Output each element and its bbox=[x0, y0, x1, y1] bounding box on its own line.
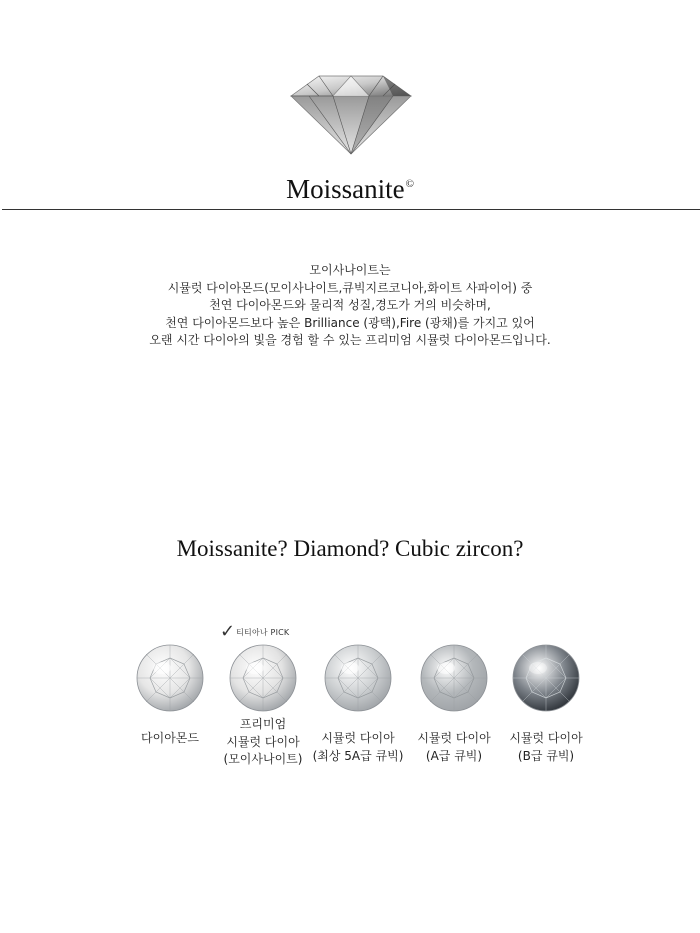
stone-label bbox=[303, 730, 413, 765]
cubic-5a-icon bbox=[324, 644, 392, 712]
comparison-title: Moissanite? Diamond? Cubic zircon? bbox=[176, 536, 524, 561]
stone-label-line: 시뮬럿 다이아 bbox=[226, 734, 300, 749]
stone-label-line: (최상 5A급 큐빅) bbox=[312, 748, 404, 763]
stone-label-line: 시뮬럿 다이아 bbox=[417, 731, 491, 745]
description-line: 천연 다이아몬드보다 높은 Brilliance (광택),Fire (광채)를 가지고 있어 bbox=[165, 315, 535, 330]
description-line: 모이사나이트는 bbox=[309, 263, 391, 277]
stone-label bbox=[491, 730, 601, 765]
stone-label-line: 시뮬럿 다이아 bbox=[509, 731, 583, 745]
description-line: 천연 다이아몬드와 물리적 성질,경도가 거의 비슷하며, bbox=[209, 298, 491, 312]
moissanite-icon bbox=[229, 644, 297, 712]
diamond-side-icon bbox=[289, 72, 413, 156]
cubic-b-icon bbox=[512, 644, 580, 712]
stone-label-line: 다이아몬드 bbox=[141, 731, 199, 745]
checkmark-icon: ✓ bbox=[220, 621, 236, 642]
title-mark: © bbox=[405, 178, 414, 190]
stone-label bbox=[208, 716, 318, 769]
description-line: 오랜 시간 다이아의 빛을 경험 할 수 있는 프리미엄 시뮬럿 다이아몬드입니다. bbox=[149, 333, 551, 347]
stone-label-line: (B급 큐빅) bbox=[517, 748, 575, 763]
page-title bbox=[0, 174, 700, 205]
stone-label-line: 프리미엄 bbox=[239, 717, 287, 731]
pick-badge bbox=[220, 620, 289, 642]
title-divider bbox=[2, 209, 700, 210]
description-line: 시뮬럿 다이아몬드(모이사나이트,큐빅지르코니아,화이트 사파이어) 중 bbox=[167, 280, 533, 295]
title-text: Moissanite bbox=[286, 174, 405, 204]
stone-label-line: 시뮬럿 다이아 bbox=[321, 731, 395, 745]
stone-label-line: (A급 큐빅) bbox=[425, 748, 483, 763]
description bbox=[0, 262, 700, 350]
pick-badge-text: 티티아나 PICK bbox=[236, 628, 290, 637]
cubic-a-icon bbox=[420, 644, 488, 712]
stone-label-line: (모이사나이트) bbox=[223, 752, 303, 766]
white-diamond-icon bbox=[136, 644, 204, 712]
